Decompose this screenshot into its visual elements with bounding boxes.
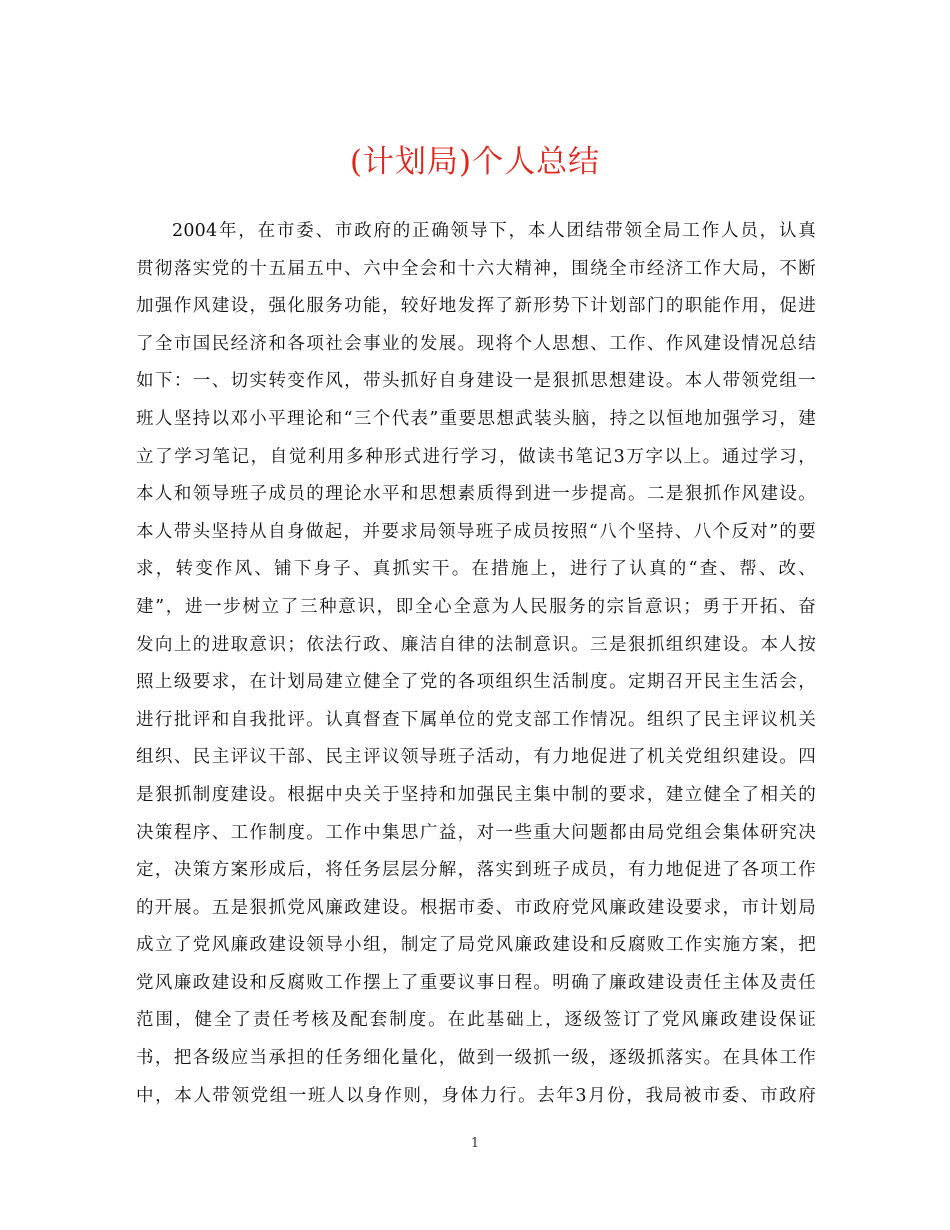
- text-line: 照上级要求，在计划局建立健全了党的各项组织生活制度。定期召开民主生活会，: [136, 672, 816, 693]
- text-line: 组织、民主评议干部、民主评议领导班子活动，有力地促进了机关党组织建设。四: [136, 747, 816, 768]
- text-line: 本人和领导班子成员的理论水平和思想素质得到进一步提高。二是狠抓作风建设。: [136, 484, 816, 505]
- text-line: 成立了党风廉政建设领导小组，制定了局党风廉政建设和反腐败工作实施方案，把: [136, 935, 816, 956]
- text-line: 班人坚持以邓小平理论和“三个代表”重要思想武装头脑，持之以恒地加强学习，建: [136, 408, 816, 429]
- text-line: 贯彻落实党的十五届五中、六中全会和十六大精神，围绕全市经济工作大局，不断: [136, 258, 816, 279]
- text-line: 书，把各级应当承担的任务细化量化，做到一级抓一级，逐级抓落实。在具体工作: [136, 1048, 816, 1069]
- text-line: 了全市国民经济和各项社会事业的发展。现将个人思想、工作、作风建设情况总结: [136, 333, 816, 354]
- text-line: 立了学习笔记，自觉利用多种形式进行学习，做读书笔记3万字以上。通过学习，: [136, 446, 816, 467]
- text-line: 中，本人带领党组一班人以身作则，身体力行。去年3月份，我局被市委、市政府: [136, 1085, 816, 1106]
- text-line: 求，转变作风、铺下身子、真抓实干。在措施上，进行了认真的“查、帮、改、: [136, 559, 816, 580]
- text-line: 进行批评和自我批评。认真督查下属单位的党支部工作情况。组织了民主评议机关: [136, 709, 816, 730]
- text-line: 如下：一、切实转变作风，带头抓好自身建设一是狠抓思想建设。本人带领党组一: [136, 371, 816, 392]
- text-line: 党风廉政建设和反腐败工作摆上了重要议事日程。明确了廉政建设责任主体及责任: [136, 972, 816, 993]
- text-line: 是狠抓制度建设。根据中央关于坚持和加强民主集中制的要求，建立健全了相关的: [136, 784, 816, 805]
- body-paragraph: [136, 213, 816, 1115]
- text-line: 建”，进一步树立了三种意识，即全心全意为人民服务的宗旨意识；勇于开拓、奋: [136, 596, 816, 617]
- text-line: 的开展。五是狠抓党风廉政建设。根据市委、市政府党风廉政建设要求，市计划局: [136, 897, 816, 918]
- page-number: 1: [470, 1136, 480, 1151]
- text-line: 本人带头坚持从自身做起，并要求局领导班子成员按照“八个坚持、八个反对”的要: [136, 521, 816, 542]
- text-line: 2004年，在市委、市政府的正确领导下，本人团结带领全局工作人员，认真: [172, 221, 816, 241]
- document-title: (计划局)个人总结: [349, 144, 601, 180]
- text-line: 定，决策方案形成后，将任务层层分解，落实到班子成员，有力地促进了各项工作: [136, 860, 816, 881]
- text-line: 范围，健全了责任考核及配套制度。在此基础上，逐级签订了党风廉政建设保证: [136, 1010, 816, 1031]
- text-line: 加强作风建设，强化服务功能，较好地发挥了新形势下计划部门的职能作用，促进: [136, 296, 816, 317]
- text-line: 发向上的进取意识；依法行政、廉洁自律的法制意识。三是狠抓组织建设。本人按: [136, 634, 816, 655]
- text-line: 决策程序、工作制度。工作中集思广益，对一些重大问题都由局党组会集体研究决: [136, 822, 816, 843]
